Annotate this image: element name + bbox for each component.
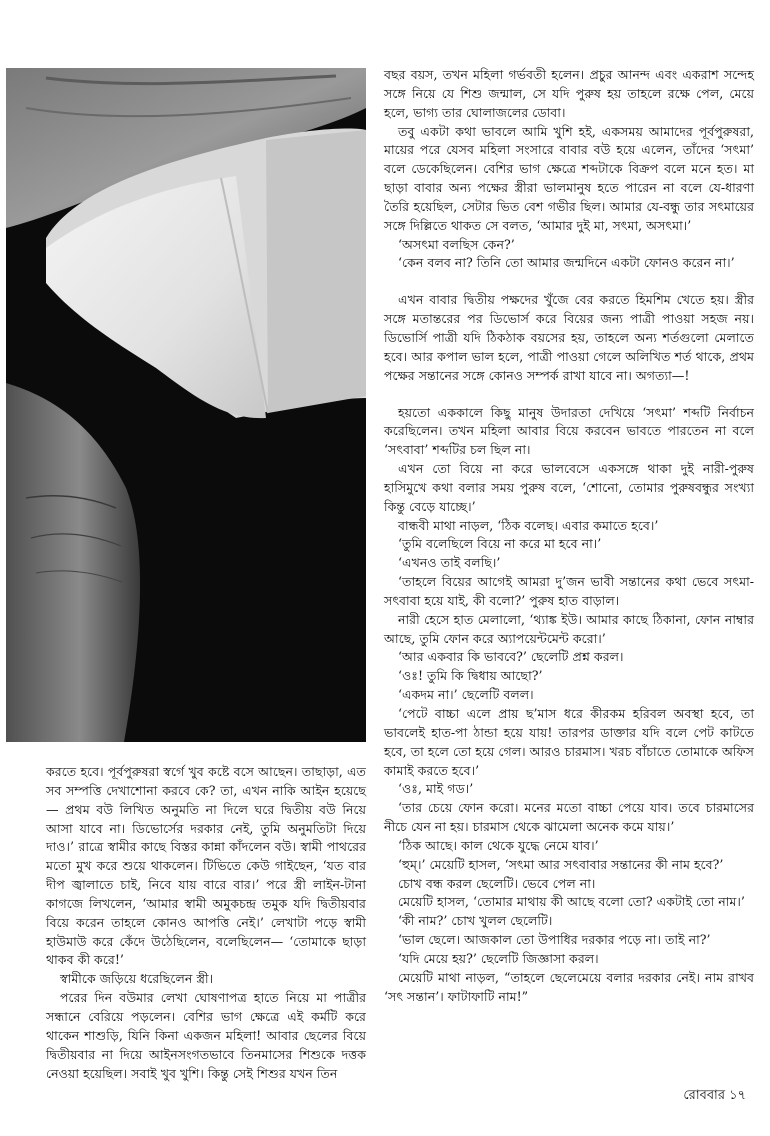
paragraph: পরের দিন বউমার লেখা ঘোষণাপত্র হাতে নিয়ে মা পাত্রীর সন্ধানে বেরিয়ে পড়লেন। বেশির ভাগ ক্ষেত্রে এই কর্মটি করে থাকেন শাশুড়ি, যিনি কিনা একজন মহিলা! আবার ছেলের বিয়ে দ্বিতীয়বার না দিয়ে আইনসংগতভাবে তিনমাসের শিশুকে দত্তক নেওয়া হয়েছিল। সবাই খুব খুশি। কিন্তু সেই শিশুর যখন তিন xyxy=(46,990,366,1081)
paragraph: মেয়েটি মাথা নাড়ল, “তাহলে ছেলেমেয়ে বলার দরকার নেই। নাম রাখব ‘সৎ সন্তান’। ফাটাফাটি নাম!” xyxy=(384,969,754,1004)
paragraph: ‘অসৎমা বলছিস কেন?’ xyxy=(398,236,515,252)
paragraph: হয়তো এককালে কিছু মানুষ উদারতা দেখিয়ে ‘সৎমা’ শব্দটি নির্বাচন করেছিলেন। তখন মহিলা আবার বিয়ে করবেন ভাবতে পারতেন না বলে ‘সৎবাবা’ শব্দটির চল ছিল না। xyxy=(384,404,754,458)
paragraph: ‘একদম না।’ ছেলেটি বলল। xyxy=(398,687,534,703)
hand-with-bandaged-finger-photo xyxy=(6,68,366,742)
paragraph: বছর বয়স, তখন মহিলা গর্ভবতী হলেন। প্রচুর আনন্দ এবং একরাশ সন্দেহ সঙ্গে নিয়ে যে শিশু জন্মাল, সে যদি পুরুষ হয় তাহলে রক্ষে পেল, মেয়ে হলে, ভাগ্য তার ঘোলাজলের ডোবা। xyxy=(384,67,754,120)
paragraph: ‘আর একবার কি ভাববে?’ ছেলেটি প্রশ্ন করল। xyxy=(398,649,624,665)
article-column-right xyxy=(384,66,754,1007)
paragraph: ‘ওঃ, মাই গড।’ xyxy=(398,781,474,797)
page-folio: রোববার ১৭ xyxy=(683,1088,746,1103)
paragraph: ‘ঠিক আছে। কাল থেকে যুদ্ধে নেমে যাব।’ xyxy=(398,837,599,853)
paragraph: ‘তুমি বলেছিলে বিয়ে না করে মা হবে না।’ xyxy=(398,536,602,552)
article-column-left xyxy=(46,763,366,1083)
paragraph: মেয়েটি হাসল, ‘তোমার মাথায় কী আছে বলো তো? একটাই তো নাম।’ xyxy=(398,894,745,910)
paragraph: করতে হবে। পূর্বপুরুষরা স্বর্গে খুব কষ্টে বসে আছেন। তাছাড়া, এত সব সম্পত্তি দেখাশোনা করবে কে? তা, এখন নাকি আইন হয়েছে— প্রথম বউ লিখিত অনুমতি না দিলে ঘরে দ্বিতীয় বউ নিয়ে আসা যাবে না। ডিভোর্সের দরকার নেই, তুমি অনুমতিটা দিয়ে দাও।’ রাত্রে স্বামীর কাছে বিস্তর কান্না কাঁদলেন বউ। স্বামী পাথরের মতো মুখ করে শুয়ে থাকলেন। টিভিতে কেউ গাইছেন, ‘যত বার দীপ জ্বালাতে চাই, নিবে যায় বারে বার।’ পরে স্ত্রী লাইন-টানা কাগজে লিখলেন, ‘আমার স্বামী অমুকচন্দ্র তমুক যদি দ্বিতীয়বার বিয়ে করেন তাহলে কোনও আপত্তি নেই।’ লেখাটা পড়ে স্বামী হাউমাউ করে কেঁদে উঠেছিলেন, বলেছিলেন— ‘তোমাকে ছাড়া থাকব কী করে!’ xyxy=(46,764,366,968)
photo-illustration xyxy=(6,68,366,742)
paragraph: এখন বাবার দ্বিতীয় পক্ষদের খুঁজে বের করতে হিমশিম খেতে হয়। স্ত্রীর সঙ্গে মতান্তরের পর ডিভোর্স করে বিয়ের জন্য পাত্রী পাওয়া সহজ নয়। ডিভোর্সি পাত্রী যদি ঠিকঠাক বয়সের হয়, তাহলে অন্য শর্তগুলো মেলাতে হবে। আর কপাল ভাল হলে, পাত্রী পাওয়া গেলে অলিখিত শর্ত থাকে, প্রথম পক্ষের সন্তানের সঙ্গে কোনও সম্পর্ক রাখা যাবে না। অগত্যা—! xyxy=(384,292,754,383)
paragraph: নারী হেসে হাত মেলালো, ‘থ্যাঙ্ক ইউ। আমার কাছে ঠিকানা, ফোন নাম্বার আছে, তুমি ফোন করে অ্যাপয়েন্টমেন্ট করো।’ xyxy=(384,611,754,646)
paragraph: চোখ বন্ধ করল ছেলেটি। ভেবে পেল না। xyxy=(398,875,596,891)
paragraph: ‘পেটে বাচ্চা এলে প্রায় ছ’মাস ধরে কীরকম হরিবল অবস্থা হবে, তা ভাবলেই হাত-পা ঠান্ডা হয়ে যায়! তারপর ডাক্তার যদি বলে পেট কাটতে হবে, তা হলে তো হয়ে গেল। আরও চারমাস। খরচ বাঁচাতে তোমাকে অফিস কামাই করতে হবে।’ xyxy=(384,706,754,778)
paragraph: ‘তাহলে বিয়ের আগেই আমরা দু’জন ভাবী সন্তানের কথা ভেবে সৎমা-সৎবাবা হয়ে যাই, কী বলো?’ পুরুষ হাত বাড়াল। xyxy=(384,574,754,608)
paragraph: তবু একটা কথা ভাবলে আমি খুশি হই, একসময় আমাদের পূর্বপুরুষরা, মায়ের পরে যেসব মহিলা সংসারে বাবার বউ হয়ে এলেন, তাঁদের ‘সৎমা’ বলে ডেকেছিলেন। বেশির ভাগ ক্ষেত্রে শব্দটাকে বিক্রপ বলে মনে হত। মা ছাড়া বাবার অন্য পক্ষের স্ত্রীরা ভালমানুষ হতে পারেন না বলে যে-ধারণা তৈরি হয়েছিল, সেটার ভিত বেশ গভীর ছিল। আমার যে-বন্ধু তার সৎমায়ের সঙ্গে দিল্লিতে থাকত সে বলত, ‘আমার দুই মা, সৎমা, অসৎমা।’ xyxy=(384,123,754,233)
paragraph: স্বামীকে জড়িয়ে ধরেছিলেন স্ত্রী। xyxy=(60,971,214,987)
paragraph: ‘যদি মেয়ে হয়?’ ছেলেটি জিজ্ঞাসা করল। xyxy=(398,950,599,966)
paragraph: ‘হুম্‌।’ মেয়েটি হাসল, ‘সৎমা আর সৎবাবার সন্তানের কী নাম হবে?’ xyxy=(398,856,724,872)
paragraph: ‘কী নাম?’ চোখ খুলল ছেলেটি। xyxy=(398,913,553,929)
paragraph: বান্ধবী মাথা নাড়ল, ‘ঠিক বলেছ। এবার কমাতে হবে।’ xyxy=(398,517,659,533)
paragraph: ‘ভাল ছেলে। আজকাল তো উপাধির দরকার পড়ে না। তাই না?’ xyxy=(398,932,711,948)
paragraph: ‘ওঃ! তুমি কি দ্বিধায় আছো?’ xyxy=(398,668,543,684)
paragraph: ‘তার চেয়ে ফোন করো। মনের মতো বাচ্চা পেয়ে যাব। তবে চারমাসের নীচে যেন না হয়। চারমাস থেকে ঝামেলা অনেক কমে যায়।’ xyxy=(384,800,754,835)
paragraph: ‘এখনও তাই বলছি।’ xyxy=(398,555,501,571)
paragraph: এখন তো বিয়ে না করে ভালবেসে একসঙ্গে থাকা দুই নারী-পুরুষ হাসিমুখে কথা বলার সময় পুরুষ বলে, ‘শোনো, তোমার পুরুষবন্ধুর সংখ্যা কিন্তু বেড়ে যাচ্ছে।’ xyxy=(384,461,754,514)
paragraph: ‘কেন বলব না? তিনি তো আমার জন্মদিনে একটা ফোনও করেন না।’ xyxy=(398,255,735,271)
